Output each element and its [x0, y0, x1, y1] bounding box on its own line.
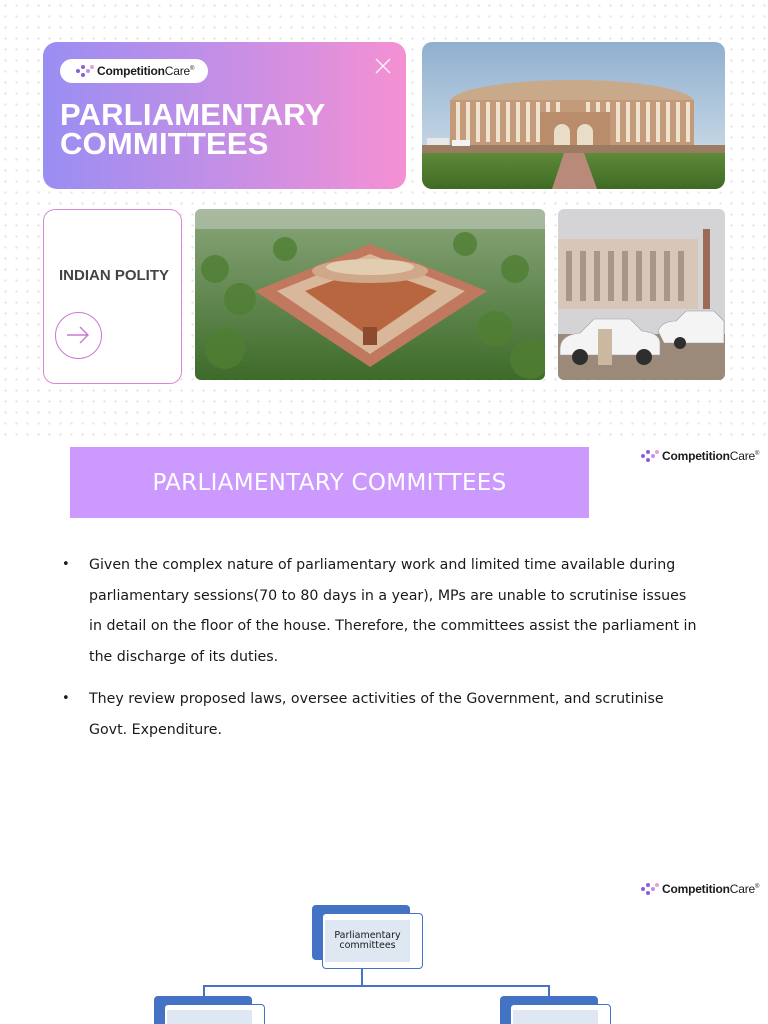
section-heading	[70, 447, 589, 518]
bullet-item: • Given the complex nature of parliamentary work and limited time available during parliamentary sessions(70 to 80 days in a year), MPs are unable to scrutinise issues in detail on the floor of the house. Therefore, the committees assist the parliament in the discharge of its duties.	[62, 550, 702, 672]
brand-mark-icon	[76, 65, 94, 77]
connector-vertical	[361, 969, 363, 986]
brand-name: CompetitionCare®	[97, 64, 195, 78]
child-node-right-label	[513, 1010, 598, 1024]
brand-name: CompetitionCare®	[662, 882, 760, 896]
polity-label: INDIAN POLITY	[59, 267, 170, 284]
root-node-label: Parliamentary committees	[325, 920, 410, 962]
close-icon[interactable]	[373, 56, 393, 76]
parliament-house-photo	[422, 42, 725, 189]
new-parliament-building-photo	[195, 209, 545, 380]
brand-logo	[60, 59, 208, 83]
bullet-item: • They review proposed laws, oversee activities of the Government, and scrutinise Govt. Expenditure.	[62, 684, 702, 745]
government-building-cars-photo	[558, 209, 725, 380]
org-chart	[0, 890, 768, 1024]
brand-mark-icon	[641, 450, 659, 462]
arrow-right-icon[interactable]	[55, 312, 102, 359]
bullet-list	[62, 550, 702, 757]
title-card	[43, 42, 406, 189]
indian-polity-card[interactable]	[43, 209, 182, 384]
child-node-left-label	[167, 1010, 252, 1024]
brand-logo-page	[641, 449, 759, 463]
cover-title: PARLIAMENTARY COMMITTEES	[60, 97, 325, 161]
section-heading-text: PARLIAMENTARY COMMITTEES	[152, 469, 507, 496]
brand-name: CompetitionCare®	[662, 449, 760, 463]
cover-slide	[0, 0, 768, 437]
connector-horizontal	[203, 985, 550, 987]
